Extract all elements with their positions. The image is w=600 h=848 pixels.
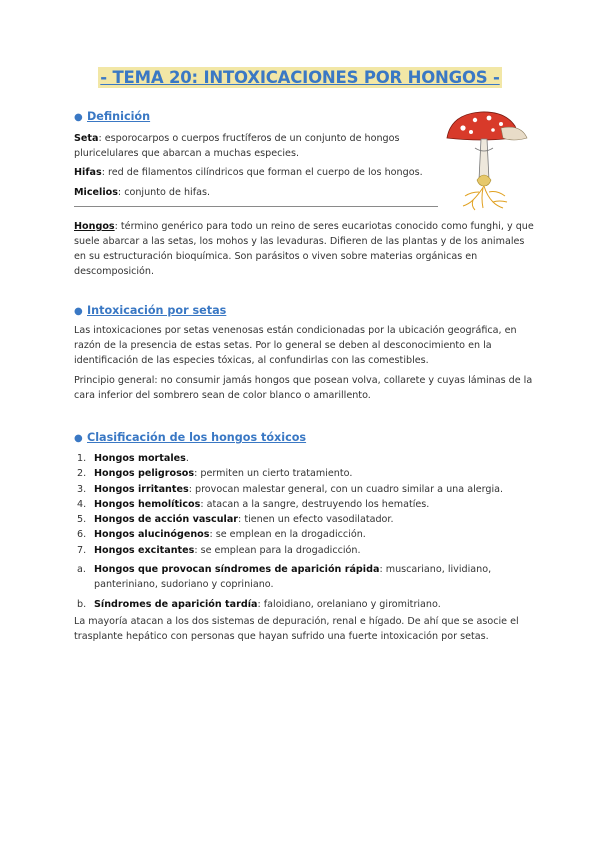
- term-hifas: Hifas: [74, 167, 102, 178]
- heading-intoxicacion: [74, 304, 226, 317]
- list-item: [74, 497, 534, 512]
- closing-paragraph: La mayoría atacan a los dos sistemas de depuración, renal e hígado. De ahí que se asocie el trasplante hepático con personas que hayan sufrido una fuerte intoxicación por setas.: [74, 616, 519, 642]
- heading-intoxicacion-label: Intoxicación por setas: [87, 304, 227, 317]
- list-item: [74, 482, 534, 497]
- list-item-text: : faloidiano, orelaniano y giromitriano.: [257, 598, 441, 610]
- definition-micelios: [74, 185, 434, 200]
- list-item-term: Hongos de acción vascular: [94, 514, 239, 526]
- list-item-term: Hongos peligrosos: [94, 468, 195, 480]
- bullet-icon: ●: [74, 306, 83, 317]
- list-item: [74, 451, 534, 466]
- divider-line: [74, 206, 438, 207]
- bullet-icon: ●: [74, 112, 83, 123]
- list-item-number: 4.: [77, 498, 87, 510]
- list-item-number: 2.: [77, 468, 87, 480]
- definition-hongos: [74, 219, 534, 279]
- list-item: [74, 543, 534, 558]
- list-item-letter: a.: [77, 564, 86, 575]
- definition-seta: [74, 131, 424, 161]
- syndrome-list: [74, 562, 524, 612]
- list-item-term: Hongos que provocan síndromes de aparición rápida: [94, 564, 380, 575]
- definition-micelios-text: : conjunto de hifas.: [117, 187, 211, 198]
- list-item-term: Síndromes de aparición tardía: [94, 598, 258, 610]
- definition-hongos-text: : término genérico para todo un reino de seres eucariotas conocido como funghi, y que suele abarcar a las setas, los mohos y las levaduras. Difieren de las plantas y de los animales en su estructuración bioquímica. Son parásitos o viven sobre materias orgánicas en descomposición.: [74, 221, 534, 277]
- heading-clasificacion: [74, 431, 306, 444]
- mushroom-illustration: [443, 108, 529, 212]
- list-item-text: : permiten un cierto tratamiento.: [194, 468, 353, 480]
- bullet-icon: ●: [74, 433, 83, 444]
- list-item-text: : se emplean en la drogadicción.: [209, 529, 366, 541]
- term-micelios: Micelios: [74, 187, 118, 198]
- list-item-term: Hongos mortales: [94, 453, 186, 464]
- toxic-fungi-list: [74, 451, 534, 558]
- term-seta: Seta: [74, 133, 99, 144]
- list-item-letter: b.: [77, 598, 87, 610]
- heading-definicion-label: Definición: [87, 110, 151, 123]
- list-item-text: .: [185, 453, 189, 464]
- list-item-term: Hongos excitantes: [94, 544, 195, 556]
- definition-hifas: [74, 165, 444, 180]
- list-item-text: : se emplean para la drogadicción.: [194, 544, 361, 556]
- list-item: [74, 466, 534, 481]
- list-item: [74, 562, 524, 593]
- list-item-term: Hongos irritantes: [94, 483, 189, 495]
- list-item-number: 5.: [77, 514, 87, 526]
- list-item-term: Hongos alucinógenos: [94, 529, 210, 541]
- list-item-number: 6.: [77, 529, 87, 541]
- intoxicacion-paragraph-2: Principio general: no consumir jamás hongos que posean volva, collarete y cuyas láminas de la cara inferior del sombrero sean de color blanco o amarillento.: [74, 375, 533, 401]
- list-item-number: 7.: [77, 544, 87, 556]
- heading-clasificacion-label: Clasificación de los hongos tóxicos: [87, 431, 307, 444]
- list-item: [74, 597, 524, 612]
- list-item: [74, 527, 534, 542]
- page-title-text: - TEMA 20: INTOXICACIONES POR HONGOS -: [100, 68, 500, 87]
- list-item: [74, 512, 534, 527]
- heading-definicion: [74, 110, 150, 123]
- list-item-text: : tienen un efecto vasodilatador.: [238, 514, 394, 526]
- intoxicacion-paragraph-1: Las intoxicaciones por setas venenosas están condicionadas por la ubicación geográfica, en razón de la presencia de estas setas. Por lo general se deben al desconocimiento en la identificación de las especies tóxicas, al confundirlas con las comestibles.: [74, 325, 517, 366]
- list-item-text: : muscariano, lividiano, panteriniano, sudoriano y copriniano.: [94, 564, 492, 591]
- list-item-term: Hongos hemolíticos: [94, 498, 201, 510]
- term-hongos: Hongos: [74, 221, 115, 232]
- page-title: [0, 68, 600, 87]
- list-item-number: 3.: [77, 483, 87, 495]
- list-item-text: : atacan a la sangre, destruyendo los hematíes.: [200, 498, 430, 510]
- definition-hifas-text: : red de filamentos cilíndricos que forman el cuerpo de los hongos.: [101, 167, 423, 178]
- list-item-text: : provocan malestar general, con un cuadro similar a una alergia.: [188, 483, 504, 495]
- definition-seta-text: : esporocarpos o cuerpos fructíferos de un conjunto de hongos pluricelulares que abarcan a muchas especies.: [74, 133, 400, 159]
- list-item-number: 1.: [77, 453, 87, 464]
